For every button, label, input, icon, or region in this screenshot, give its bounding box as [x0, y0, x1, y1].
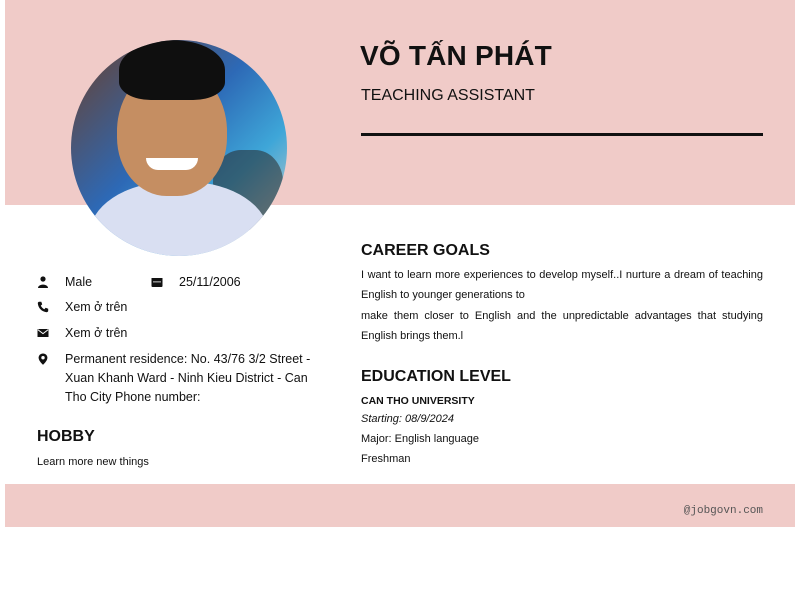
location-pin-icon — [37, 353, 49, 365]
birthday-row — [151, 273, 241, 292]
candidate-name: VÕ TẤN PHÁT — [360, 40, 552, 71]
hobby-text: Learn more new things — [37, 456, 149, 468]
education-year: Freshman — [361, 453, 411, 465]
address-row — [37, 350, 327, 407]
mail-icon — [37, 327, 49, 339]
job-title: TEACHING ASSISTANT — [361, 87, 535, 104]
email-row — [37, 324, 127, 343]
career-goals-line1: I want to learn more experiences to develop myself..I nurture a dream of teaching English to younger generations to — [361, 269, 763, 301]
email-value: Xem ở trên — [65, 326, 128, 340]
education-major: Major: English language — [361, 433, 480, 445]
header-divider — [361, 133, 763, 136]
career-goals-line2: make them closer to English and the unpredictable advantages that studying English brings them.l — [361, 310, 763, 342]
birthday-value: 25/11/2006 — [179, 275, 241, 289]
calendar-icon — [151, 276, 163, 288]
phone-row — [37, 298, 127, 317]
hobby-title: HOBBY — [37, 428, 95, 445]
education-school: CAN THO UNIVERSITY — [361, 395, 475, 407]
phone-value: Xem ở trên — [65, 300, 128, 314]
career-goals-title: CAREER GOALS — [361, 242, 490, 259]
phone-icon — [37, 301, 49, 313]
profile-photo — [71, 40, 287, 256]
gender-row — [37, 273, 92, 292]
person-icon — [37, 276, 49, 288]
address-value: Permanent residence: No. 43/76 3/2 Street - Xuan Khanh Ward - Ninh Kieu District - Can Tho City Phone number: — [65, 352, 311, 404]
footer-band — [5, 484, 795, 527]
gender-value: Male — [65, 275, 93, 289]
watermark-text: @jobgovn.com — [683, 505, 763, 517]
education-title: EDUCATION LEVEL — [361, 368, 511, 385]
education-start: Starting: 08/9/2024 — [361, 413, 454, 425]
